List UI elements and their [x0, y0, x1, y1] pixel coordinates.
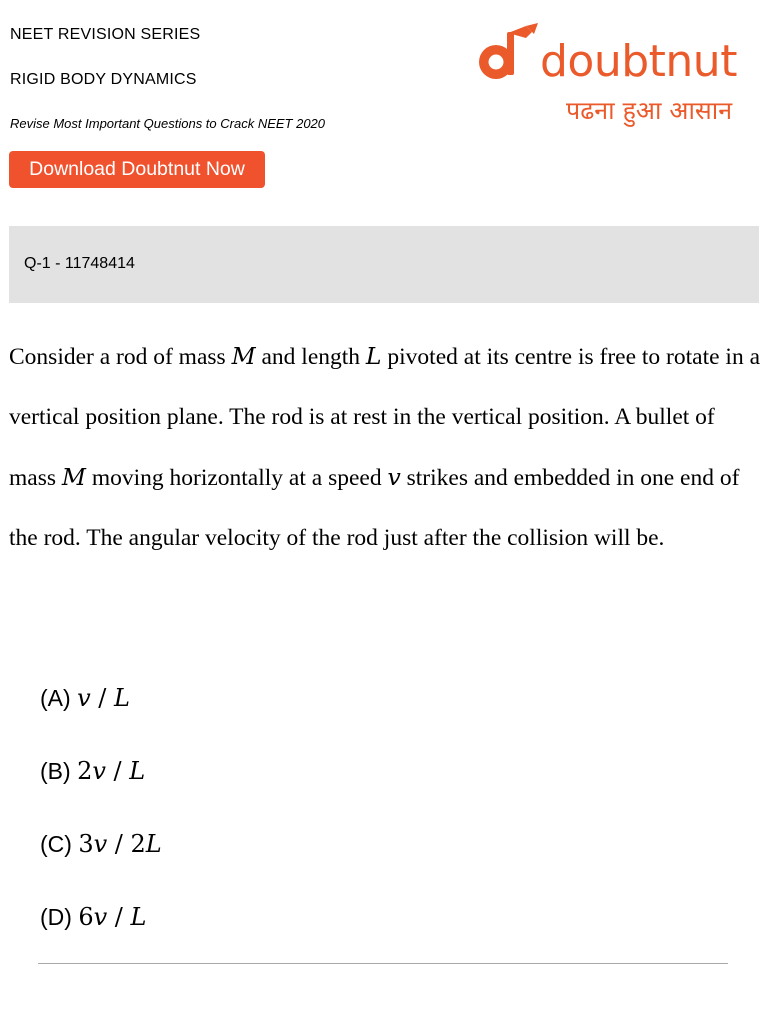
math-var-mass: M	[231, 342, 256, 370]
logo-wordmark: doubtnut	[540, 36, 737, 87]
question-text: Consider a rod of mass M and length L pivoted at its centre is free to rotate in a vertical position plane. The rod is at rest in the vertical position. A bullet of mass M moving horizontally at a speed v strikes and embedded in one end of the rod. The angular velocity of the rod just after the collision will be.	[9, 342, 760, 551]
math-var-length: L	[365, 342, 382, 370]
option-label: (D)	[40, 904, 72, 930]
option-expression: 2v / L	[77, 757, 146, 785]
option-c[interactable]	[40, 830, 162, 858]
question-id-bar	[9, 226, 759, 303]
logo-tagline-hindi: पढना हुआ आसान	[566, 96, 733, 125]
download-button[interactable]: Download Doubtnut Now	[9, 151, 265, 188]
option-a[interactable]	[40, 684, 130, 712]
series-title: NEET REVISION SERIES	[10, 26, 201, 43]
math-var-mass: M	[61, 463, 86, 491]
math-var-speed: v	[387, 463, 401, 491]
doubtnut-d-icon	[474, 22, 544, 92]
doubtnut-logo[interactable]	[474, 22, 764, 132]
option-d[interactable]	[40, 903, 146, 931]
option-expression: 6v / L	[78, 903, 147, 931]
question-id: Q-1 - 11748414	[24, 255, 135, 272]
option-expression: v / L	[77, 684, 130, 712]
option-label: (B)	[40, 758, 71, 784]
option-label: (C)	[40, 831, 72, 857]
option-b[interactable]	[40, 757, 145, 785]
topic-title: RIGID BODY DYNAMICS	[10, 71, 197, 88]
divider	[38, 963, 728, 964]
option-label: (A)	[40, 685, 71, 711]
option-expression: 3v / 2L	[78, 830, 162, 858]
tagline: Revise Most Important Questions to Crack NEET 2020	[10, 116, 326, 131]
